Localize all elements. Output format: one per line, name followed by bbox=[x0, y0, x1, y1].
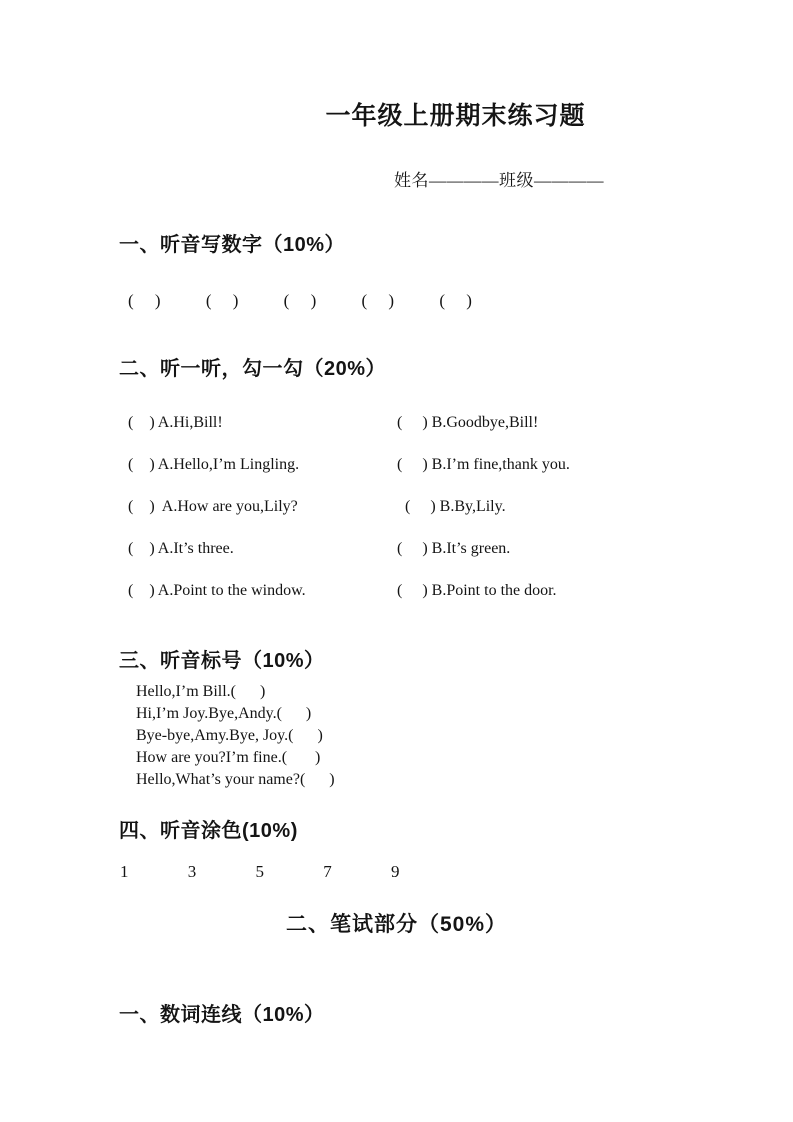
coloring-number: 1 bbox=[120, 862, 129, 881]
option-b: ( ) B.I’m fine,thank you. bbox=[397, 456, 570, 473]
option-row bbox=[128, 412, 688, 434]
coloring-number: 7 bbox=[323, 862, 332, 881]
section3-heading: 三、听音标号（10%） bbox=[119, 650, 325, 672]
coloring-number: 5 bbox=[255, 862, 264, 881]
numbering-lines bbox=[136, 681, 335, 791]
option-row bbox=[128, 538, 688, 560]
option-row bbox=[128, 454, 688, 476]
written-part-heading: 二、笔试部分（50%） bbox=[285, 913, 508, 936]
coloring-number: 9 bbox=[391, 862, 400, 881]
page-title: 一年级上册期末练习题 bbox=[325, 102, 586, 130]
option-a: ( ) A.Point to the window. bbox=[128, 582, 306, 599]
name-class-line: 姓名————班级———— bbox=[394, 171, 604, 190]
numbering-line: Hi,I’m Joy.Bye,Andy.( ) bbox=[136, 705, 312, 722]
section4-heading: 四、听音涂色(10%) bbox=[119, 820, 298, 842]
answer-blank: ( ) bbox=[439, 291, 472, 310]
option-row bbox=[128, 580, 688, 602]
option-b: ( ) B.It’s green. bbox=[397, 540, 511, 557]
section2-heading: 二、听一听，勾一勾（20%） bbox=[119, 358, 387, 380]
check-options-list bbox=[128, 412, 688, 622]
option-row bbox=[128, 496, 688, 518]
option-b: ( ) B.Goodbye,Bill! bbox=[397, 414, 539, 431]
option-b: ( ) B.Point to the door. bbox=[397, 582, 557, 599]
numbering-line: Hello,What’s your name?( ) bbox=[136, 771, 335, 788]
numbering-line: Bye-bye,Amy.Bye, Joy.( ) bbox=[136, 727, 323, 744]
answer-blank: ( ) bbox=[361, 291, 395, 310]
coloring-number: 3 bbox=[187, 862, 197, 881]
option-b: ( ) B.By,Lily. bbox=[397, 498, 506, 515]
coloring-numbers-row bbox=[120, 862, 455, 882]
numbering-line: How are you?I’m fine.( ) bbox=[136, 749, 321, 766]
option-a: ( ) A.Hello,I’m Lingling. bbox=[128, 456, 300, 473]
answer-blank: ( ) bbox=[205, 291, 239, 310]
section1-heading: 一、听音写数字（10%） bbox=[119, 234, 346, 256]
answer-blanks-row bbox=[128, 291, 513, 311]
answer-blank: ( ) bbox=[128, 291, 161, 310]
numbering-line: Hello,I’m Bill.( ) bbox=[136, 683, 266, 700]
answer-blank: ( ) bbox=[283, 291, 317, 310]
option-a: ( ) A.How are you,Lily? bbox=[128, 498, 298, 515]
option-a: ( ) A.Hi,Bill! bbox=[128, 414, 223, 431]
written-section1-heading: 一、数词连线（10%） bbox=[119, 1004, 325, 1026]
option-a: ( ) A.It’s three. bbox=[128, 540, 234, 557]
